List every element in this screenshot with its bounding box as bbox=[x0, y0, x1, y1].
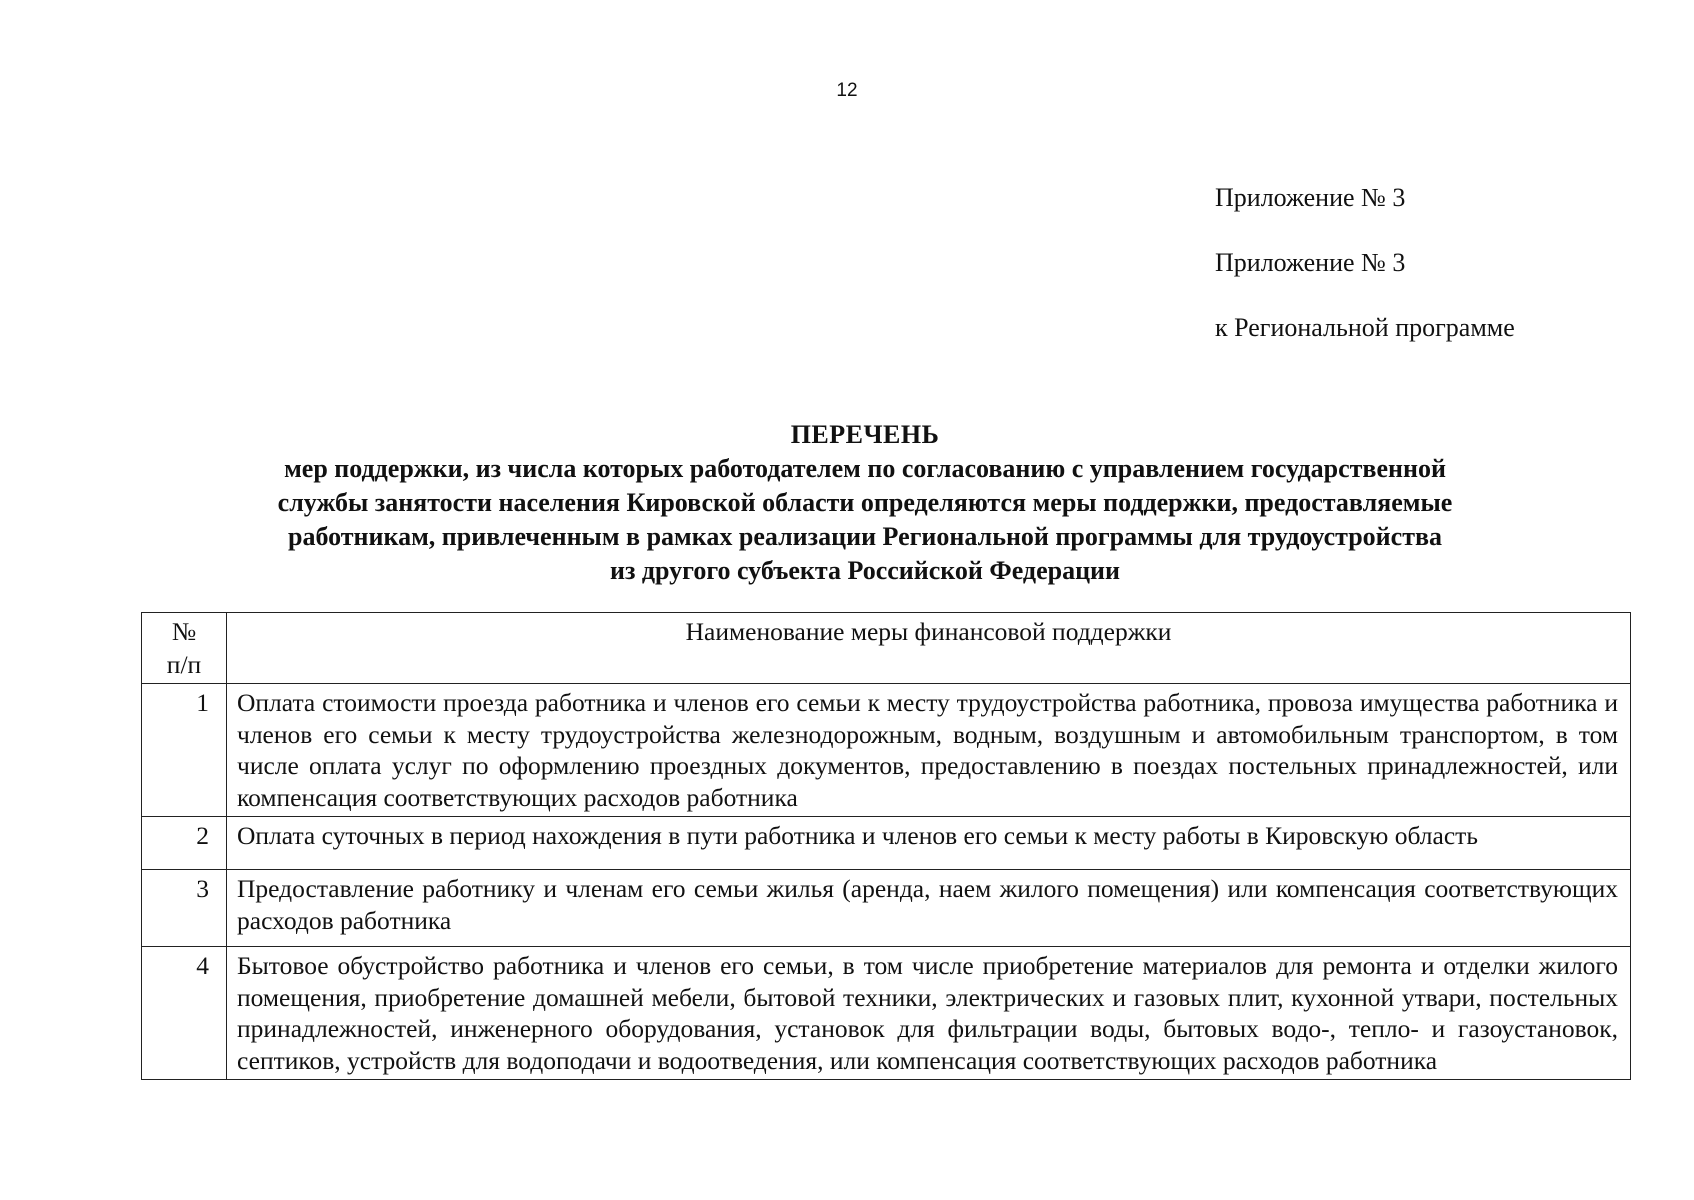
header-name-cell: Наименование меры финансовой поддержки bbox=[227, 613, 1631, 684]
header-number-label: п/п bbox=[166, 650, 202, 679]
table-header-row bbox=[142, 613, 1631, 684]
header-number-symbol: № bbox=[171, 617, 197, 646]
document-title: ПЕРЕЧЕНЬ bbox=[790, 420, 940, 449]
table-row bbox=[142, 947, 1631, 1080]
row-number: 3 bbox=[142, 870, 227, 947]
table-row bbox=[142, 870, 1631, 947]
table-row bbox=[142, 684, 1631, 817]
row-number: 1 bbox=[142, 684, 227, 817]
row-measure-text: Оплата стоимости проезда работника и членов его семьи к месту трудоустройства работника, провоза имущества работника и членов его семьи к месту трудоустройства железнодорожным, водным, воздушным и автомобильным транспортом, в том числе оплата услуг по оформлению проездных документов, предоставлению в поездах постельных принадлежностей, или компенсация соответствующих расходов работника bbox=[227, 684, 1631, 817]
header-number-cell bbox=[142, 613, 227, 684]
row-measure-text: Оплата суточных в период нахождения в пути работника и членов его семьи к месту работы в Кировскую область bbox=[227, 817, 1631, 870]
appendix-label-repeat: Приложение № 3 bbox=[1215, 248, 1406, 277]
heading-line: мер поддержки, из числа которых работодателем по согласованию с управлением государственной bbox=[284, 454, 1446, 483]
appendix-label: Приложение № 3 bbox=[1215, 183, 1406, 212]
row-measure-text: Бытовое обустройство работника и членов его семьи, в том числе приобретение материалов для ремонта и отделки жилого помещения, приобретение домашней мебели, бытовой техники, электрических и газовых плит, кухонной утвари, постельных принадлежностей, инженерного оборудования, установок для фильтрации воды, бытовых водо-, тепло- и газоустановок, септиков, устройств для водоподачи и водоотведения, или компенсация соответствующих расходов работника bbox=[227, 947, 1631, 1080]
page-number: 12 bbox=[836, 80, 858, 101]
heading-line: из другого субъекта Российской Федерации bbox=[609, 556, 1121, 585]
row-number: 4 bbox=[142, 947, 227, 1080]
row-number: 2 bbox=[142, 817, 227, 870]
row-measure-text: Предоставление работнику и членам его семьи жилья (аренда, наем жилого помещения) или компенсация соответствующих расходов работника bbox=[227, 870, 1631, 947]
table-row bbox=[142, 817, 1631, 870]
document-heading bbox=[170, 418, 1560, 588]
heading-line: службы занятости населения Кировской области определяются меры поддержки, предоставляемые bbox=[277, 488, 1453, 517]
heading-line: работникам, привлеченным в рамках реализации Региональной программы для трудоустройства bbox=[287, 522, 1443, 551]
support-measures-table bbox=[141, 612, 1631, 1080]
appendix-program-ref: к Региональной программе bbox=[1215, 313, 1515, 342]
